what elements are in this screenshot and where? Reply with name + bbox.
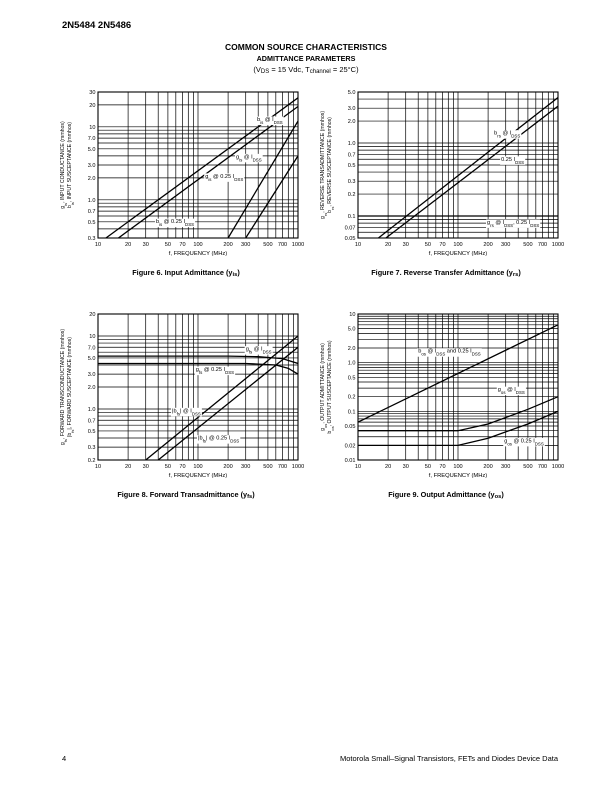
y-tick-label: 3.0 bbox=[87, 163, 96, 169]
x-tick-label: 70 bbox=[179, 242, 186, 248]
chart-fig6-input-admittance bbox=[50, 85, 312, 265]
y-tick-label: 1.0 bbox=[347, 360, 356, 367]
y-tick-label: 2.0 bbox=[347, 119, 356, 126]
y-tick-label: 0.1 bbox=[347, 214, 356, 221]
y-tick-label: 0.3 bbox=[87, 445, 96, 452]
y-axis-label-primary: $g_{is}$, INPUT CONDUCTANCE (mmhos) bbox=[60, 121, 68, 209]
x-tick-label: 10 bbox=[94, 464, 102, 470]
x-tick-label: 200 bbox=[483, 242, 493, 248]
x-tick-label: 300 bbox=[241, 242, 251, 248]
caption-fig9-text: Figure 9. Output Admittance (y bbox=[388, 490, 495, 499]
x-tick-label: 100 bbox=[453, 464, 463, 470]
x-tick-label: 30 bbox=[402, 242, 409, 248]
x-axis-label: f, FREQUENCY (MHz) bbox=[168, 251, 228, 257]
x-tick-label: 20 bbox=[384, 464, 392, 470]
annotation-text: $|b_{fs}|$ @ 0.25 $I_{DSS}$ bbox=[198, 435, 240, 444]
x-tick-label: 70 bbox=[179, 464, 186, 470]
y-tick-label: 0.02 bbox=[344, 443, 356, 450]
y-tick-label: 0.07 bbox=[344, 225, 356, 232]
x-tick-label: 300 bbox=[501, 242, 511, 248]
series-line-2 bbox=[118, 106, 298, 238]
annotation-text: $b_{is}$ @ $I_{DSS}$ bbox=[257, 117, 283, 125]
x-tick-label: 1000 bbox=[551, 242, 565, 248]
x-tick-label: 20 bbox=[124, 242, 132, 248]
test-conditions bbox=[0, 65, 612, 75]
caption-fig8 bbox=[56, 490, 316, 500]
y-tick-label: 20 bbox=[89, 312, 96, 318]
y-tick-label: 0.5 bbox=[347, 375, 356, 382]
x-tick-label: 700 bbox=[277, 242, 288, 248]
x-tick-label: 500 bbox=[523, 242, 533, 248]
conditions-t-sub: channel bbox=[309, 69, 331, 75]
y-axis-label-primary: $g_{os}$, OUTPUT ADMITTANCE (mmhos) bbox=[320, 343, 328, 431]
annotation-text: $g_{rs}$ @ $I_{DSS}$, 0.25 $I_{DSS}$ bbox=[487, 219, 540, 228]
x-tick-label: 20 bbox=[384, 242, 392, 248]
annotation-text: $b_{os}$ @ $I_{DSS}$ and 0.25 $I_{DSS}$ bbox=[418, 348, 481, 357]
grid bbox=[98, 92, 298, 238]
conditions-v-sub: DS bbox=[260, 69, 270, 75]
x-tick-label: 100 bbox=[453, 242, 463, 248]
y-tick-label: 0.2 bbox=[347, 192, 356, 199]
y-tick-label: 3.0 bbox=[347, 106, 356, 113]
conditions-mid: = 15 Vdc, T bbox=[269, 65, 310, 74]
y-tick-label: 0.3 bbox=[87, 236, 96, 242]
annotation-1 bbox=[256, 117, 284, 126]
y-tick-label: 5.0 bbox=[87, 355, 96, 362]
annotation-3 bbox=[204, 173, 244, 182]
y-tick-label: 0.5 bbox=[347, 163, 356, 169]
y-tick-label: 7.0 bbox=[87, 136, 96, 143]
caption-fig6-sub: is bbox=[232, 272, 238, 278]
caption-fig9 bbox=[316, 490, 576, 500]
x-tick-label: 500 bbox=[263, 242, 273, 248]
y-tick-label: 10 bbox=[349, 312, 356, 318]
x-tick-label: 200 bbox=[223, 242, 233, 248]
y-tick-label: 2.0 bbox=[87, 385, 96, 391]
x-tick-label: 30 bbox=[142, 464, 149, 470]
x-tick-label: 300 bbox=[241, 464, 251, 470]
caption-fig6-end: ) bbox=[237, 268, 240, 277]
chart-fig8-forward-transadmittance bbox=[50, 307, 312, 487]
y-axis-label-secondary: $b_{rs}$, REVERSE SUSCEPTANCE (mmhos) bbox=[327, 117, 335, 213]
x-tick-label: 300 bbox=[501, 464, 511, 470]
annotation-text: $|b_{fs}|$ @ $I_{DSS}$ bbox=[172, 408, 201, 416]
y-tick-label: 0.01 bbox=[344, 458, 356, 464]
y-axis-label-secondary: $b_{is}$, INPUT SUSCEPTANCE (mmhos) bbox=[67, 121, 75, 209]
annotation-2 bbox=[500, 156, 525, 165]
annotation-text: $b_{is}$ @ 0.25 $I_{DSS}$ bbox=[155, 219, 195, 227]
caption-fig9-sub: os bbox=[494, 494, 502, 500]
x-tick-label: 10 bbox=[94, 242, 102, 248]
x-tick-label: 1000 bbox=[291, 464, 305, 470]
footer-page-number: 4 bbox=[62, 754, 67, 763]
annotation-text: $g_{os}$ @ 0.25 $I_{DSS}$ bbox=[504, 438, 544, 446]
chart-fig9-output-admittance bbox=[310, 307, 572, 487]
y-tick-label: 0.7 bbox=[87, 209, 96, 216]
x-tick-label: 200 bbox=[483, 464, 493, 470]
y-axis-label-primary: $g_{fs}$, FORWARD TRANSCONDUCTANCE (mmhos) bbox=[60, 328, 68, 446]
x-tick-label: 50 bbox=[164, 464, 172, 470]
annotation-3 bbox=[171, 408, 202, 417]
y-tick-label: 0.7 bbox=[87, 418, 96, 425]
x-tick-label: 200 bbox=[223, 464, 233, 470]
page-title: COMMON SOURCE CHARACTERISTICS bbox=[225, 42, 387, 52]
y-tick-label: 10 bbox=[89, 333, 96, 340]
x-tick-label: 700 bbox=[537, 464, 548, 470]
y-tick-label: 2.0 bbox=[87, 175, 96, 182]
conditions-v: (V bbox=[253, 65, 261, 74]
x-tick-label: 20 bbox=[124, 464, 132, 470]
annotation-4 bbox=[155, 219, 195, 228]
y-tick-label: 0.05 bbox=[344, 236, 356, 242]
caption-fig6 bbox=[56, 268, 316, 278]
x-tick-label: 1000 bbox=[291, 242, 305, 248]
y-tick-label: 10 bbox=[89, 124, 96, 131]
y-tick-label: 20 bbox=[89, 102, 96, 109]
caption-fig8-end: ) bbox=[252, 490, 255, 499]
caption-fig8-text: Figure 8. Forward Transadmittance (y bbox=[117, 490, 248, 499]
page-subtitle: ADMITTANCE PARAMETERS bbox=[256, 54, 356, 63]
annotation-text: $g_{is}$ @ 0.25 $I_{DSS}$ bbox=[205, 173, 244, 182]
y-axis-label-primary: $g_{rs}$, REVERSE TRANSADMITTANCE (mmhos) bbox=[320, 110, 328, 220]
y-tick-label: 0.3 bbox=[347, 179, 356, 186]
x-tick-label: 50 bbox=[164, 242, 172, 248]
annotation-text: $g_{fs}$ @ 0.25 $I_{DSS}$ bbox=[195, 367, 235, 375]
y-tick-label: 0.05 bbox=[344, 423, 356, 430]
annotation-text: $g_{fs}$ @ $I_{DSS}$ bbox=[245, 346, 272, 355]
conditions-end: = 25°C) bbox=[330, 65, 359, 74]
y-tick-label: 5.0 bbox=[347, 326, 356, 333]
x-tick-label: 30 bbox=[402, 464, 409, 470]
x-tick-label: 70 bbox=[439, 464, 446, 470]
y-tick-label: 5.0 bbox=[347, 90, 356, 96]
x-tick-label: 500 bbox=[263, 464, 273, 470]
annotation-3 bbox=[503, 438, 545, 447]
x-axis-label: f, FREQUENCY (MHz) bbox=[168, 473, 228, 479]
annotation-text: 0.25 $I_{DSS}$ bbox=[501, 156, 525, 165]
x-tick-label: 30 bbox=[142, 242, 149, 248]
y-tick-label: 1.0 bbox=[347, 141, 356, 148]
x-tick-label: 1000 bbox=[551, 464, 565, 470]
y-tick-label: 1.0 bbox=[87, 406, 96, 413]
caption-fig7-end: ) bbox=[518, 268, 521, 277]
annotation-1 bbox=[493, 130, 521, 139]
series-line-1 bbox=[378, 98, 558, 238]
x-tick-label: 70 bbox=[439, 242, 446, 248]
x-tick-label: 50 bbox=[424, 242, 432, 248]
caption-fig7 bbox=[316, 268, 576, 278]
series-line-4 bbox=[246, 156, 298, 238]
x-axis-label: f, FREQUENCY (MHz) bbox=[428, 473, 488, 479]
chart-fig7-reverse-transfer-admittance bbox=[310, 85, 572, 265]
annotation-2 bbox=[497, 387, 526, 396]
y-tick-label: 1.0 bbox=[87, 197, 96, 204]
y-tick-label: 0.5 bbox=[87, 428, 96, 435]
annotation-4 bbox=[197, 435, 240, 444]
footer-publication: Motorola Small–Signal Transistors, FETs and Diodes Device Data bbox=[339, 754, 558, 763]
x-tick-label: 100 bbox=[193, 464, 203, 470]
x-tick-label: 700 bbox=[537, 242, 548, 248]
y-tick-label: 7.0 bbox=[87, 345, 96, 352]
y-tick-label: 30 bbox=[89, 90, 96, 96]
annotation-3 bbox=[486, 219, 540, 228]
x-tick-label: 700 bbox=[277, 464, 288, 470]
y-tick-label: 0.7 bbox=[347, 152, 356, 159]
caption-fig7-sub: rs bbox=[512, 272, 519, 278]
y-tick-label: 2.0 bbox=[347, 346, 356, 353]
annotation-text: $b_{rs}$ @ $I_{DSS}$ bbox=[494, 130, 521, 139]
y-axis-label-secondary: $b_{os}$, OUTPUT SUSCEPTANCE (mmhos) bbox=[327, 340, 335, 434]
y-tick-label: 0.1 bbox=[347, 409, 356, 416]
y-axis-label-secondary: $|b_{fs}|$, FORWARD SUSCEPTANCE (mmhos) bbox=[67, 336, 75, 438]
x-tick-label: 500 bbox=[523, 464, 533, 470]
y-tick-label: 0.5 bbox=[87, 219, 96, 226]
x-axis-label: f, FREQUENCY (MHz) bbox=[428, 251, 488, 257]
header-part-numbers: 2N5484 2N5486 bbox=[62, 20, 132, 31]
caption-fig6-text: Figure 6. Input Admittance (y bbox=[132, 268, 233, 277]
y-tick-label: 0.2 bbox=[347, 394, 356, 401]
annotation-2 bbox=[195, 367, 235, 376]
annotation-text: $g_{os}$ @ $I_{DSS}$ bbox=[497, 387, 525, 395]
y-tick-label: 3.0 bbox=[87, 372, 96, 379]
x-tick-label: 10 bbox=[354, 242, 362, 248]
y-tick-label: 0.2 bbox=[87, 458, 96, 464]
annotation-2 bbox=[235, 154, 263, 163]
caption-fig7-text: Figure 7. Reverse Transfer Admittance (y bbox=[371, 268, 513, 277]
x-tick-label: 10 bbox=[354, 464, 362, 470]
caption-fig8-sub: fs bbox=[247, 494, 253, 500]
annotation-text: $g_{is}$ @ $I_{DSS}$ bbox=[236, 154, 262, 162]
annotation-1 bbox=[245, 346, 273, 355]
x-tick-label: 50 bbox=[424, 464, 432, 470]
annotation-1 bbox=[417, 348, 482, 357]
y-tick-label: 5.0 bbox=[87, 146, 96, 153]
caption-fig9-end: ) bbox=[501, 490, 504, 499]
x-tick-label: 100 bbox=[193, 242, 203, 248]
